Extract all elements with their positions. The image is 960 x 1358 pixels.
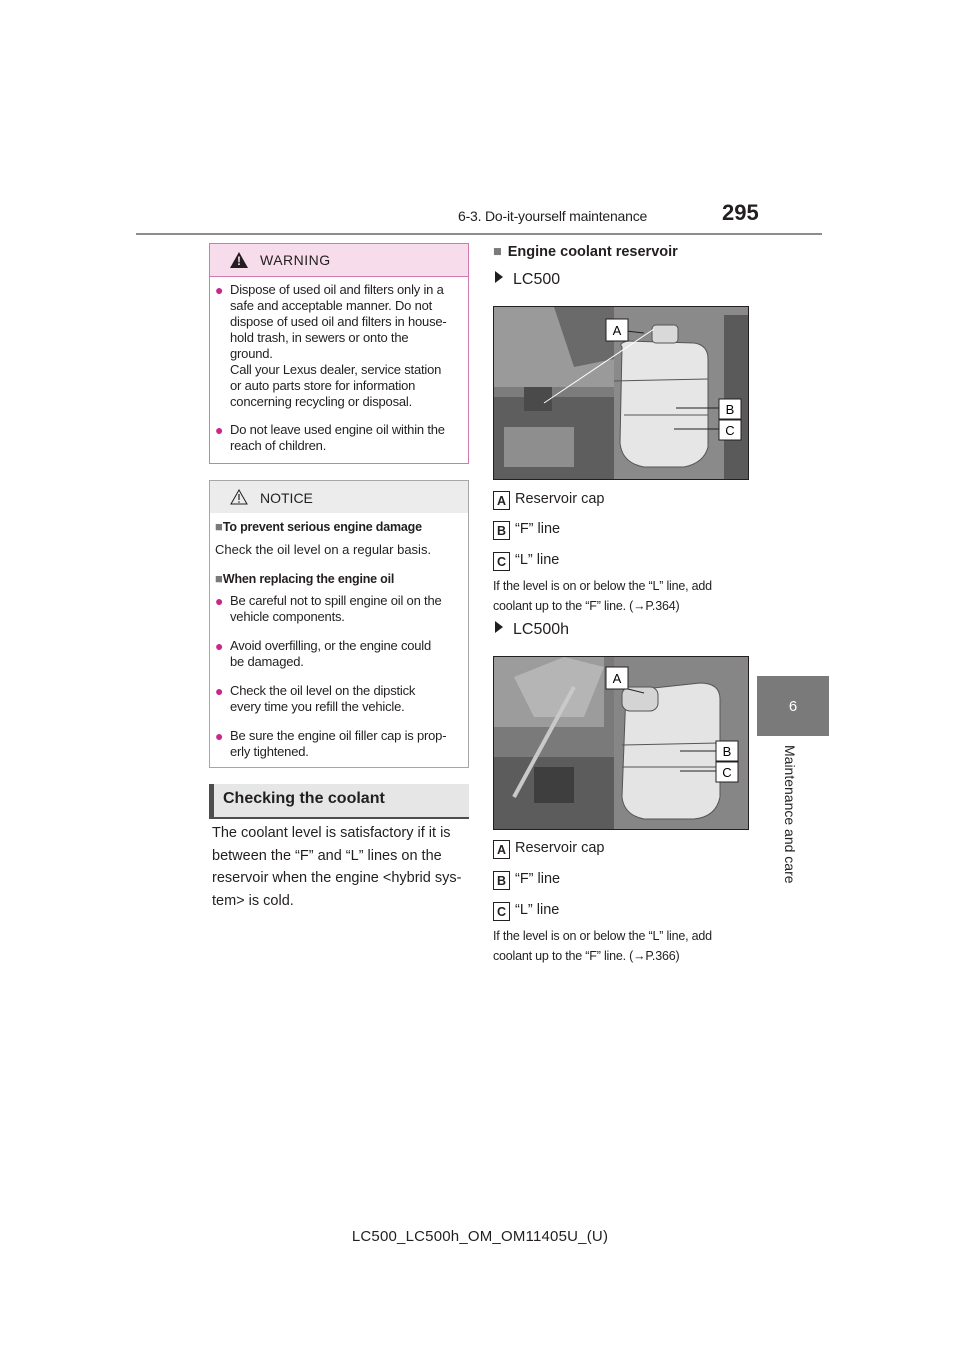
notice-item-text: Check the oil level on the dipstick every time you refill the vehicle.	[230, 683, 416, 714]
warning-header	[210, 244, 468, 276]
reservoir-heading	[493, 244, 678, 260]
engine-photo-lc500h	[493, 656, 749, 830]
svg-text:A: A	[612, 323, 622, 338]
warning-title: WARNING	[260, 252, 331, 268]
chapter-tab	[757, 676, 829, 736]
square-bullet-icon: ■	[215, 519, 223, 534]
legend-badge: C	[493, 902, 510, 921]
notice-subheading-text: To prevent serious engine damage	[222, 520, 422, 534]
arrow-bullet-icon	[495, 621, 503, 633]
model-heading	[495, 621, 569, 639]
chapter-label	[770, 745, 820, 895]
notice-subheading	[215, 518, 422, 536]
model-heading	[495, 271, 560, 289]
notice-item	[215, 593, 465, 627]
section-heading	[209, 784, 469, 817]
svg-text:C: C	[725, 423, 735, 438]
legend-text: “F” line	[515, 871, 561, 887]
bullet-icon: ●	[215, 282, 224, 298]
square-bullet-icon: ■	[493, 244, 502, 260]
engine-bay-illustration	[494, 657, 748, 829]
notice-item-text: Be careful not to spill engine oil on the vehicle components.	[230, 593, 442, 624]
legend-badge: A	[493, 491, 510, 510]
warning-item	[215, 282, 465, 412]
square-bullet-icon: ■	[215, 571, 223, 586]
reservoir-heading-text: Engine coolant reservoir	[507, 244, 678, 260]
svg-text:A: A	[612, 671, 622, 686]
svg-text:B: B	[725, 402, 735, 417]
notice-item	[215, 638, 465, 672]
notice-item-text: Be sure the engine oil filler cap is prop- erly tightened.	[230, 728, 447, 759]
svg-text:B: B	[722, 744, 732, 759]
notice-text: Check the oil level on a regular basis.	[215, 542, 432, 557]
legend-badge: B	[493, 871, 510, 890]
model-name: LC500	[513, 271, 561, 288]
section-heading-text: Checking the coolant	[223, 790, 385, 807]
notice-subheading-text: When replacing the engine oil	[222, 572, 395, 586]
notice-title: NOTICE	[260, 490, 313, 506]
engine-bay-illustration	[494, 307, 748, 479]
divider	[209, 276, 469, 277]
note-text: If the level is on or below the “L” line, add coolant up to the “F” line. (→P.364)	[493, 579, 712, 613]
chapter-label-text: Maintenance and care	[782, 745, 798, 884]
legend-badge: A	[493, 840, 510, 859]
coolant-body-text: The coolant level is satisfactory if it is between the “F” and “L” lines on the reservoir when the engine <hybrid sys- tem> is cold.	[212, 825, 462, 909]
notice-item-text: Avoid overfilling, or the engine could be damaged.	[230, 638, 432, 669]
svg-text:C: C	[722, 765, 732, 780]
notice-item	[215, 683, 465, 717]
engine-photo-lc500	[493, 306, 749, 480]
section-title: 6-3. Do-it-yourself maintenance	[458, 208, 648, 224]
note-text: If the level is on or below the “L” line, add coolant up to the “F” line. (→P.366)	[493, 929, 712, 963]
warning-item-text: Dispose of used oil and filters only in a safe and acceptable manner. Do not dispose of used oil and filters in house- hold trash, in sewers or onto the ground. Call your Lexus dealer, service station or auto parts store for information concerning recycling or disposal.	[230, 282, 447, 409]
legend-badge: B	[493, 521, 510, 540]
legend-text: “L” line	[515, 552, 560, 568]
legend-text: “L” line	[515, 902, 560, 918]
page-number: 295	[722, 200, 759, 225]
footer-doc-id: LC500_LC500h_OM_OM11405U_(U)	[351, 1228, 609, 1245]
warning-item	[215, 422, 465, 456]
model-name: LC500h	[513, 621, 570, 638]
legend-text: Reservoir cap	[515, 840, 605, 856]
legend-badge: C	[493, 552, 510, 571]
arrow-bullet-icon	[495, 271, 503, 283]
legend-text: “F” line	[515, 521, 561, 537]
notice-subheading	[215, 570, 394, 588]
bullet-icon: ●	[215, 638, 224, 654]
legend-text: Reservoir cap	[515, 491, 605, 507]
bullet-icon: ●	[215, 683, 224, 699]
warning-triangle-icon	[230, 252, 248, 268]
chapter-number: 6	[788, 697, 798, 715]
section-rule	[209, 817, 469, 819]
bullet-icon: ●	[215, 593, 224, 609]
warning-item-text: Do not leave used engine oil within the reach of children.	[230, 422, 445, 453]
header-rule	[136, 233, 822, 235]
notice-header	[210, 481, 468, 513]
bullet-icon: ●	[215, 422, 224, 438]
notice-triangle-icon	[230, 489, 248, 505]
bullet-icon: ●	[215, 728, 224, 744]
notice-item	[215, 728, 465, 762]
